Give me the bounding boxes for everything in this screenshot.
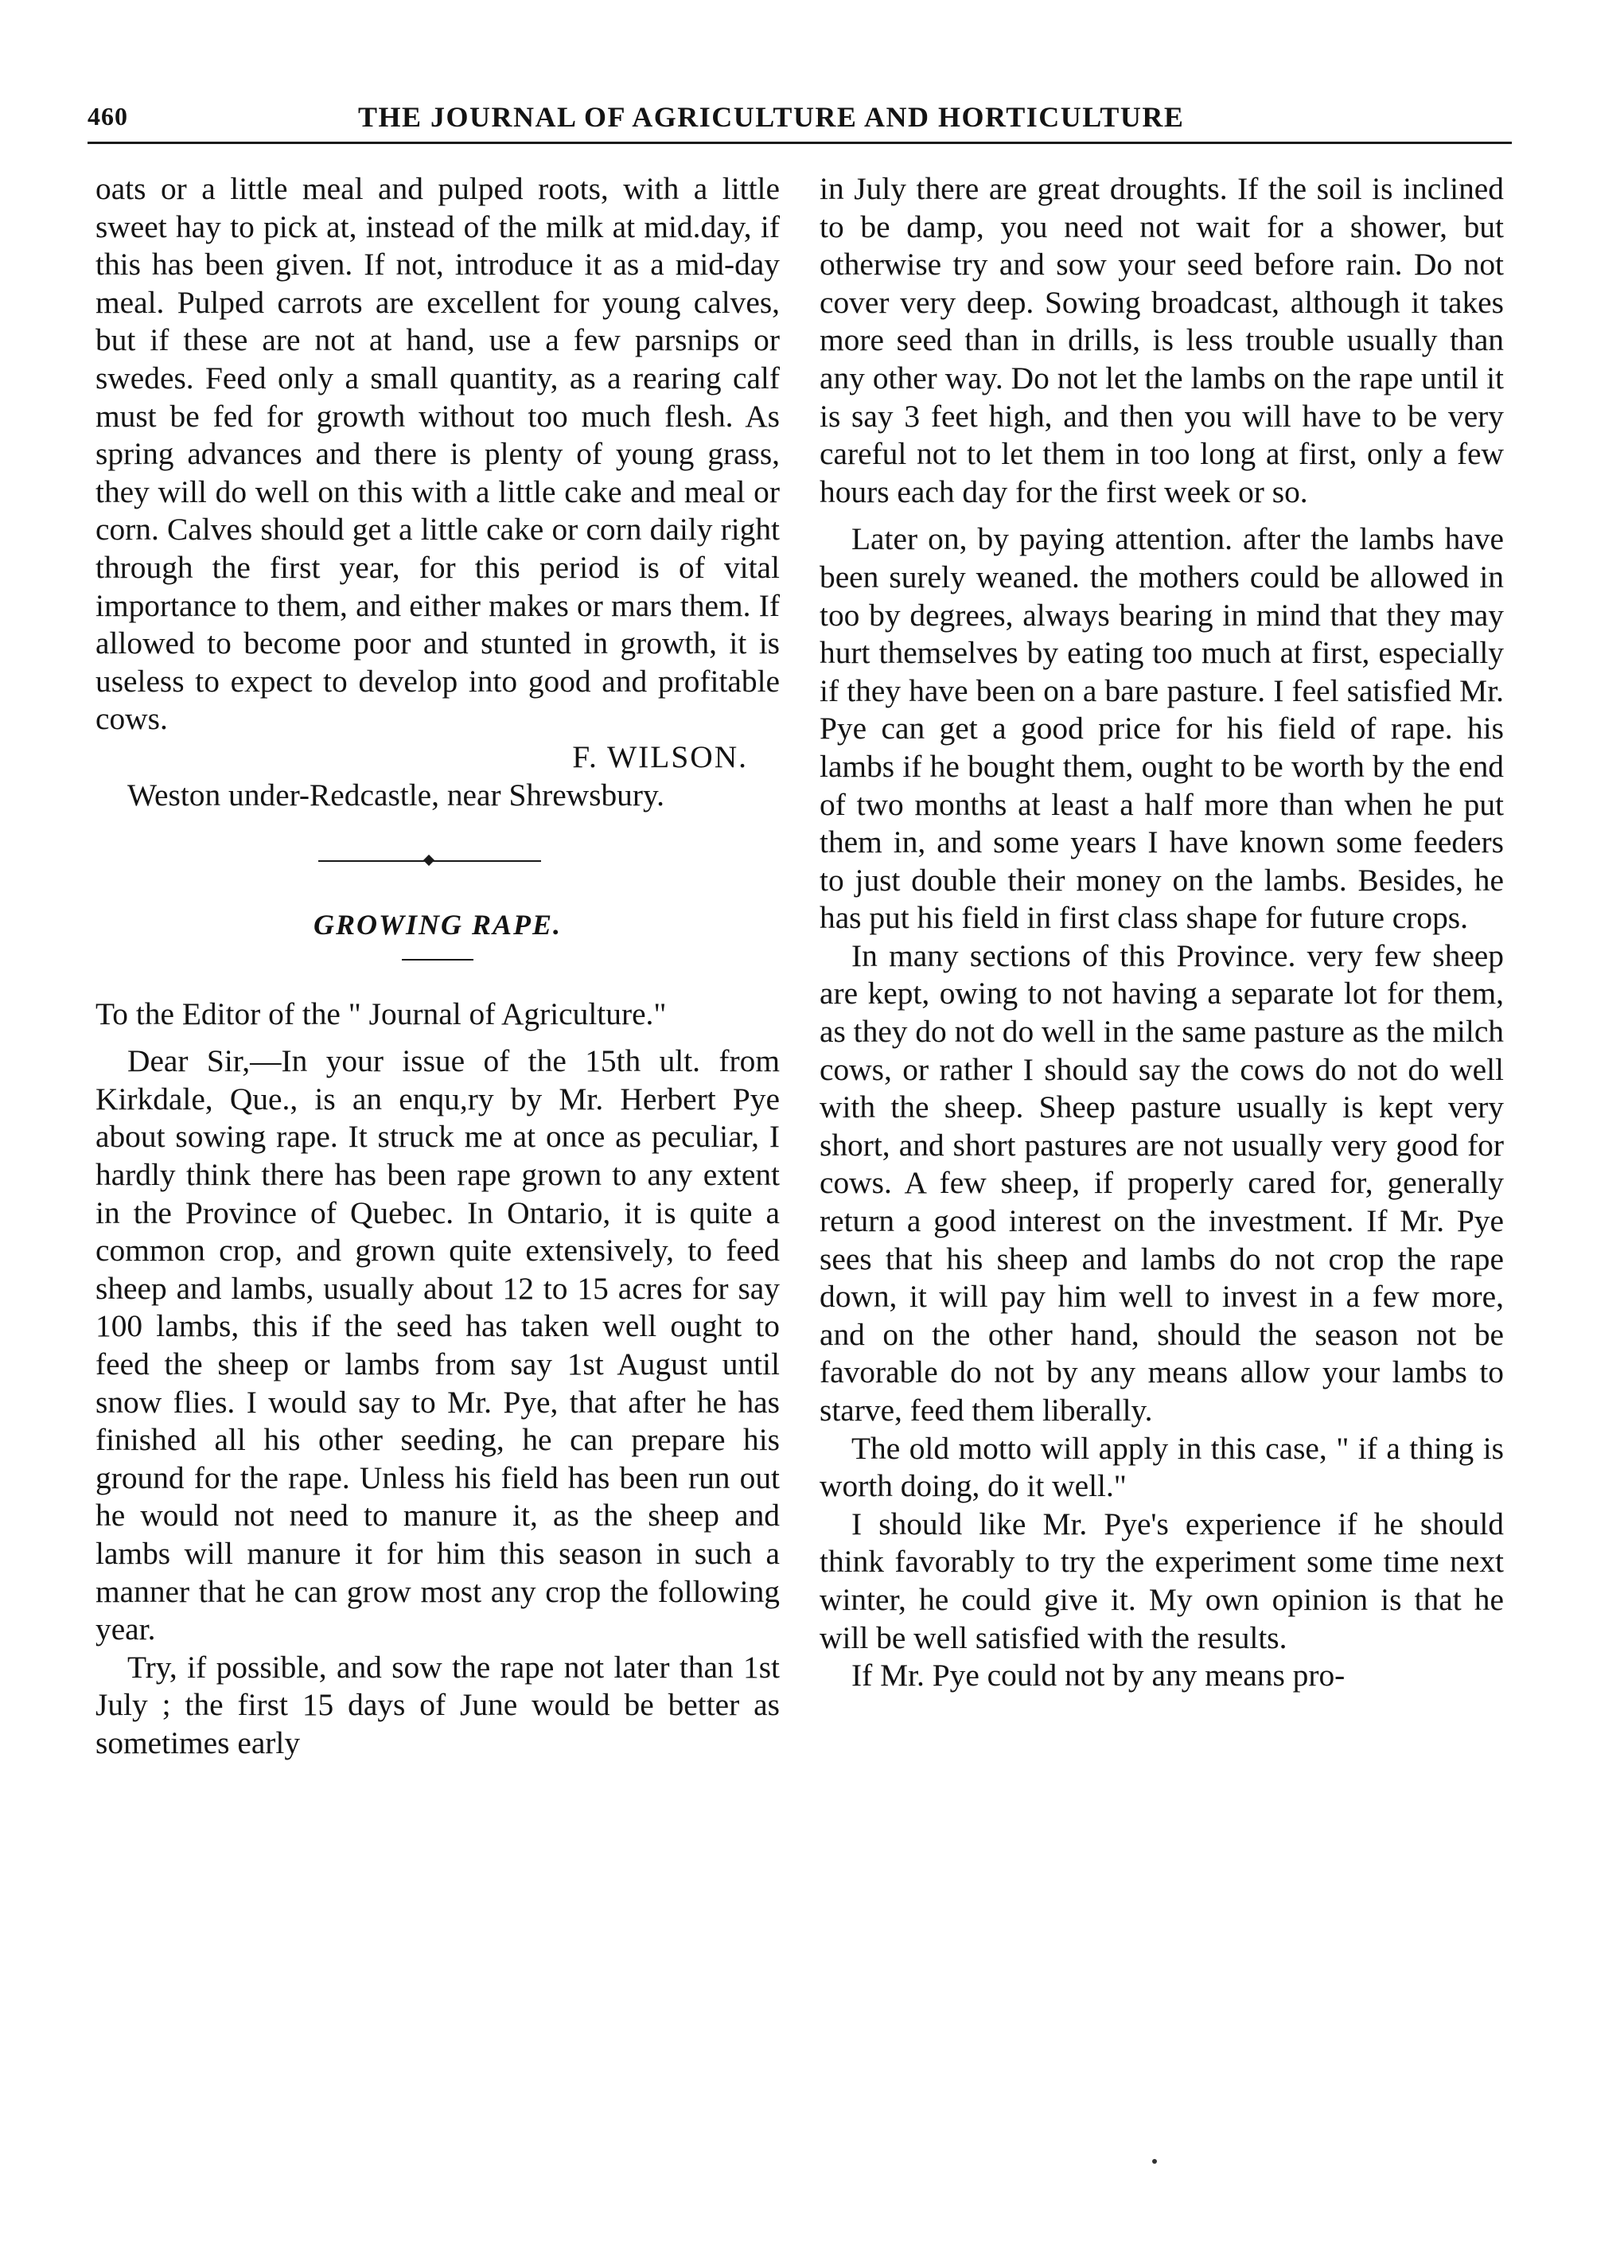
letter-paragraph: If Mr. Pye could not by any means pro- (851, 1658, 1346, 1693)
letter-paragraph: in July there are great droughts. If the soil is inclined to be damp, you need not wait for a shower, but otherwise try and sow your seed before rain. Do not cover very deep. Sowing broadcast, although it takes more seed than in drills, is less trouble usually than any other way. Do not let the lambs on the rape until it is say 3 feet high, and then you will have to be very careful not to let them in too long at first, only a few hours each day for the first week or so. (820, 171, 1504, 509)
article-separator (95, 841, 780, 879)
separator-ornament (423, 855, 434, 866)
letter-paragraph: I should like Mr. Pye's experience if he should think favorably to try the experiment some time next winter, he could give it. My own opinion is that he will be well satisfied with the results. (820, 1506, 1504, 1655)
print-speck (1152, 2159, 1157, 2164)
section-heading: GROWING RAPE. (313, 909, 563, 941)
left-column (95, 170, 780, 1763)
letter-paragraph: Later on, by paying attention. after the lambs have been surely weaned. the mothers could be allowed in too by degrees, always bearing in mind that they may hurt themselves by eating too much at first, especially if they have been on a bare pasture. I feel satisfied Mr. Pye can get a good price for his field of rape. his lambs if he bought them, ought to be worth by the end of two months at least a half more than when he put them in, and some years I have known some feeders to just double their money on the lambs. Besides, he has put his field in first class shape for future crops. (820, 521, 1504, 936)
letter-paragraph: Try, if possible, and sow the rape not later than 1st July ; the first 15 days of June would be better as sometimes early (95, 1649, 780, 1760)
right-column (820, 170, 1504, 1695)
heading-rule (402, 959, 473, 961)
letter-paragraph: In many sections of this Province. very few sheep are kept, owing to not having a separate lot for them, as they do not do well in the same pasture as the milch cows, or rather I should say the cows do not do well with the sheep. Sheep pasture usually is kept very short, and short pastures are not usually very good for cows. A few sheep, if properly cared for, generally return a good interest on the investment. If Mr. Pye sees that his sheep and lambs do not crop the rape down, it will pay him well to invest in a few more, and on the other hand, should the season not be favorable do not by any means allow your lambs to starve, feed them liberally. (820, 937, 1504, 1428)
letter-paragraph: The old motto will apply in this case, " if a thing is worth doing, do it well." (820, 1430, 1504, 1504)
page-number: 460 (88, 102, 128, 131)
header-rule (88, 142, 1512, 144)
author-location: Weston under-Redcastle, near Shrewsbury. (127, 777, 664, 813)
author-signature: F. WILSON. (572, 738, 748, 774)
letter-paragraph: Dear Sir,—In your issue of the 15th ult. from Kirkdale, Que., is an enqu,ry by Mr. Herbert Pye about sowing rape. It struck me at once as peculiar, I hardly think there has been rape grown to any extent in the Province of Quebec. In Ontario, it is quite a common crop, and grown quite extensively, to feed sheep and lambs, usually about 12 to 15 acres for say 100 lambs, this if the seed has taken well ought to feed the sheep or lambs from say 1st August until snow flies. I would say to Mr. Pye, that after he has finished all his other seeding, he can prepare his ground for the rape. Unless his field has been run out he would not need to manure it, as the sheep and lambs will manure it for him this season in such a manner that he can grow most any crop the following year. (95, 1043, 780, 1647)
running-head (88, 94, 1512, 142)
letter-addressee: To the Editor of the " Journal of Agriculture." (95, 996, 667, 1031)
calf-feeding-paragraph: oats or a little meal and pulped roots, with a little sweet hay to pick at, instead of the milk at mid.day, if this has been given. If not, introduce it as a mid-day meal. Pulped carrots are excellent for young calves, but if these are not at hand, use a few parsnips or swedes. Feed only a small quantity, as a rearing calf must be fed for growth without too much flesh. As spring advances and there is plenty of young grass, they will do well on this with a little cake and meal or corn. Calves should get a little cake or corn daily right through the first year, for this period is of vital importance to them, and either makes or mars them. If allowed to become poor and stunted in growth, it is useless to expect to develop into good and profitable cows. (95, 171, 780, 737)
journal-title: THE JOURNAL OF AGRICULTURE AND HORTICULTURE (358, 101, 1185, 133)
